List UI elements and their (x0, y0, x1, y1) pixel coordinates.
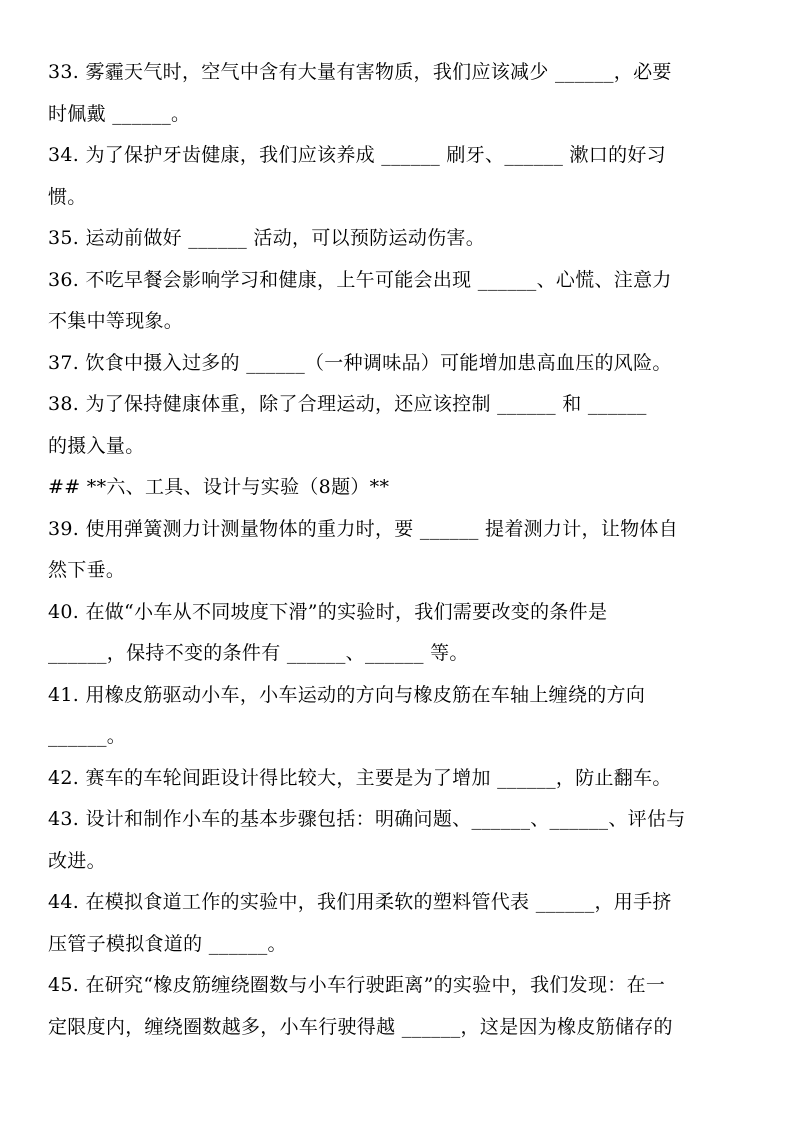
q34-line-1: 34. 为了保护牙齿健康，我们应该养成 ______ 刷牙、______ 漱口的好习 (48, 144, 666, 166)
q37-line-1: 37. 饮食中摄入过多的 ______（一种调味品）可能增加患高血压的风险。 (48, 351, 672, 374)
section-heading: ## **六、工具、设计与实验（8题）** (48, 476, 390, 498)
q35-line-1: 35. 运动前做好 ______ 活动，可以预防运动伤害。 (48, 227, 486, 249)
q38-line-2: 的摄入量。 (48, 434, 145, 457)
q43-line-1: 43. 设计和制作小车的基本步骤包括：明确问题、______、______、评估与 (48, 808, 686, 830)
q41-line-2: ______。 (48, 725, 127, 747)
q45-line-1: 45. 在研究“橡皮筋缠绕圈数与小车行驶距离”的实验中，我们发现：在一 (48, 974, 666, 996)
q42-line-1: 42. 赛车的车轮间距设计得比较大，主要是为了增加 ______，防止翻车。 (48, 766, 672, 789)
q33-line-2: 时佩戴 ______。 (48, 102, 191, 125)
q33-line-1: 33. 雾霾天气时，空气中含有大量有害物质，我们应该减少 ______，必要 (48, 61, 672, 83)
q39-line-1: 39. 使用弹簧测力计测量物体的重力时，要 ______ 提着测力计，让物体自 (48, 517, 679, 540)
q44-line-1: 44. 在模拟食道工作的实验中，我们用柔软的塑料管代表 ______，用手挤 (48, 891, 672, 913)
q34-line-2: 惯。 (48, 185, 87, 208)
document-page (48, 52, 746, 1048)
q44-line-2: 压管子模拟食道的 ______。 (48, 932, 287, 955)
q41-line-1: 41. 用橡皮筋驱动小车，小车运动的方向与橡皮筋在车轴上缠绕的方向 (48, 683, 646, 706)
q40-line-2: ______，保持不变的条件有 ______、______ 等。 (48, 642, 469, 664)
q39-line-2: 然下垂。 (48, 559, 126, 581)
q45-line-2: 定限度内，缠绕圈数越多，小车行驶得越 ______，这是因为橡皮筋储存的 (48, 1015, 673, 1038)
q38-line-1: 38. 为了保持健康体重，除了合理运动，还应该控制 ______ 和 ______ (48, 393, 647, 415)
q43-line-2: 改进。 (48, 849, 106, 872)
q36-line-1: 36. 不吃早餐会影响学习和健康，上午可能会出现 ______、心慌、注意力 (48, 268, 672, 291)
q40-line-1: 40. 在做“小车从不同坡度下滑”的实验时，我们需要改变的条件是 (48, 600, 608, 623)
q36-line-2: 不集中等现象。 (48, 310, 184, 332)
